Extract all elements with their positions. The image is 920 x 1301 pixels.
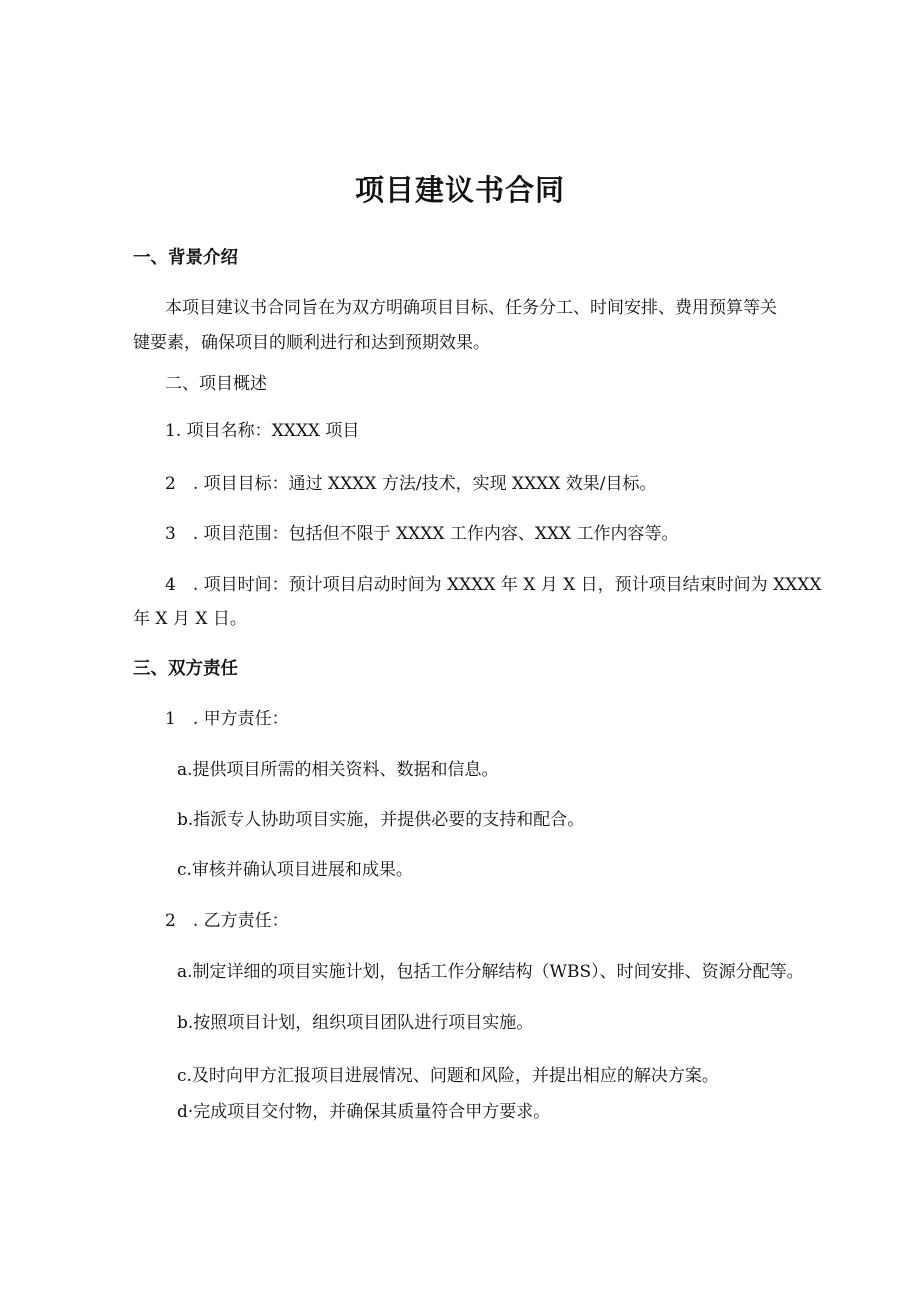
party-b-item: c.及时向甲方汇报项目进展情况、问题和风险，并提出相应的解决方案。 — [177, 1066, 719, 1086]
section-heading-overview: 二、项目概述 — [165, 374, 267, 394]
party-b-item: a.制定详细的项目实施计划，包括工作分解结构（WBS）、时间安排、资源分配等。 — [177, 962, 804, 982]
overview-item-time-line-2: 年 X 月 X 日。 — [133, 609, 247, 629]
party-b-item: b.按照项目计划，组织项目团队进行项目实施。 — [177, 1013, 534, 1033]
background-paragraph-line-2: 键要素，确保项目的顺利进行和达到预期效果。 — [133, 333, 490, 353]
party-b-item: d·完成项目交付物，并确保其质量符合甲方要求。 — [177, 1102, 551, 1122]
document-title: 项目建议书合同 — [354, 173, 565, 207]
overview-item-time-line-1: 4 . 项目时间：预计项目启动时间为 XXXX 年 X 月 X 日，预计项目结束时间为 XXXX — [165, 575, 822, 595]
party-a-item: c.审核并确认项目进展和成果。 — [177, 860, 413, 880]
party-b-heading: 2 . 乙方责任： — [165, 911, 289, 931]
overview-item-name: 1. 项目名称：XXXX 项目 — [165, 421, 360, 441]
party-a-item: b.指派专人协助项目实施，并提供必要的支持和配合。 — [177, 810, 585, 830]
party-a-item: a.提供项目所需的相关资料、数据和信息。 — [177, 760, 499, 780]
party-a-heading: 1 . 甲方责任： — [165, 709, 289, 729]
overview-item-scope: 3 . 项目范围：包括但不限于 XXXX 工作内容、XXX 工作内容等。 — [165, 524, 679, 544]
background-paragraph-line-1: 本项目建议书合同旨在为双方明确项目目标、任务分工、时间安排、费用预算等关 — [165, 298, 777, 318]
section-heading-responsibilities: 三、双方责任 — [133, 659, 238, 679]
section-heading-background: 一、背景介绍 — [133, 248, 238, 268]
overview-item-goal: 2 . 项目目标：通过 XXXX 方法/技术，实现 XXXX 效果/目标。 — [165, 474, 657, 494]
